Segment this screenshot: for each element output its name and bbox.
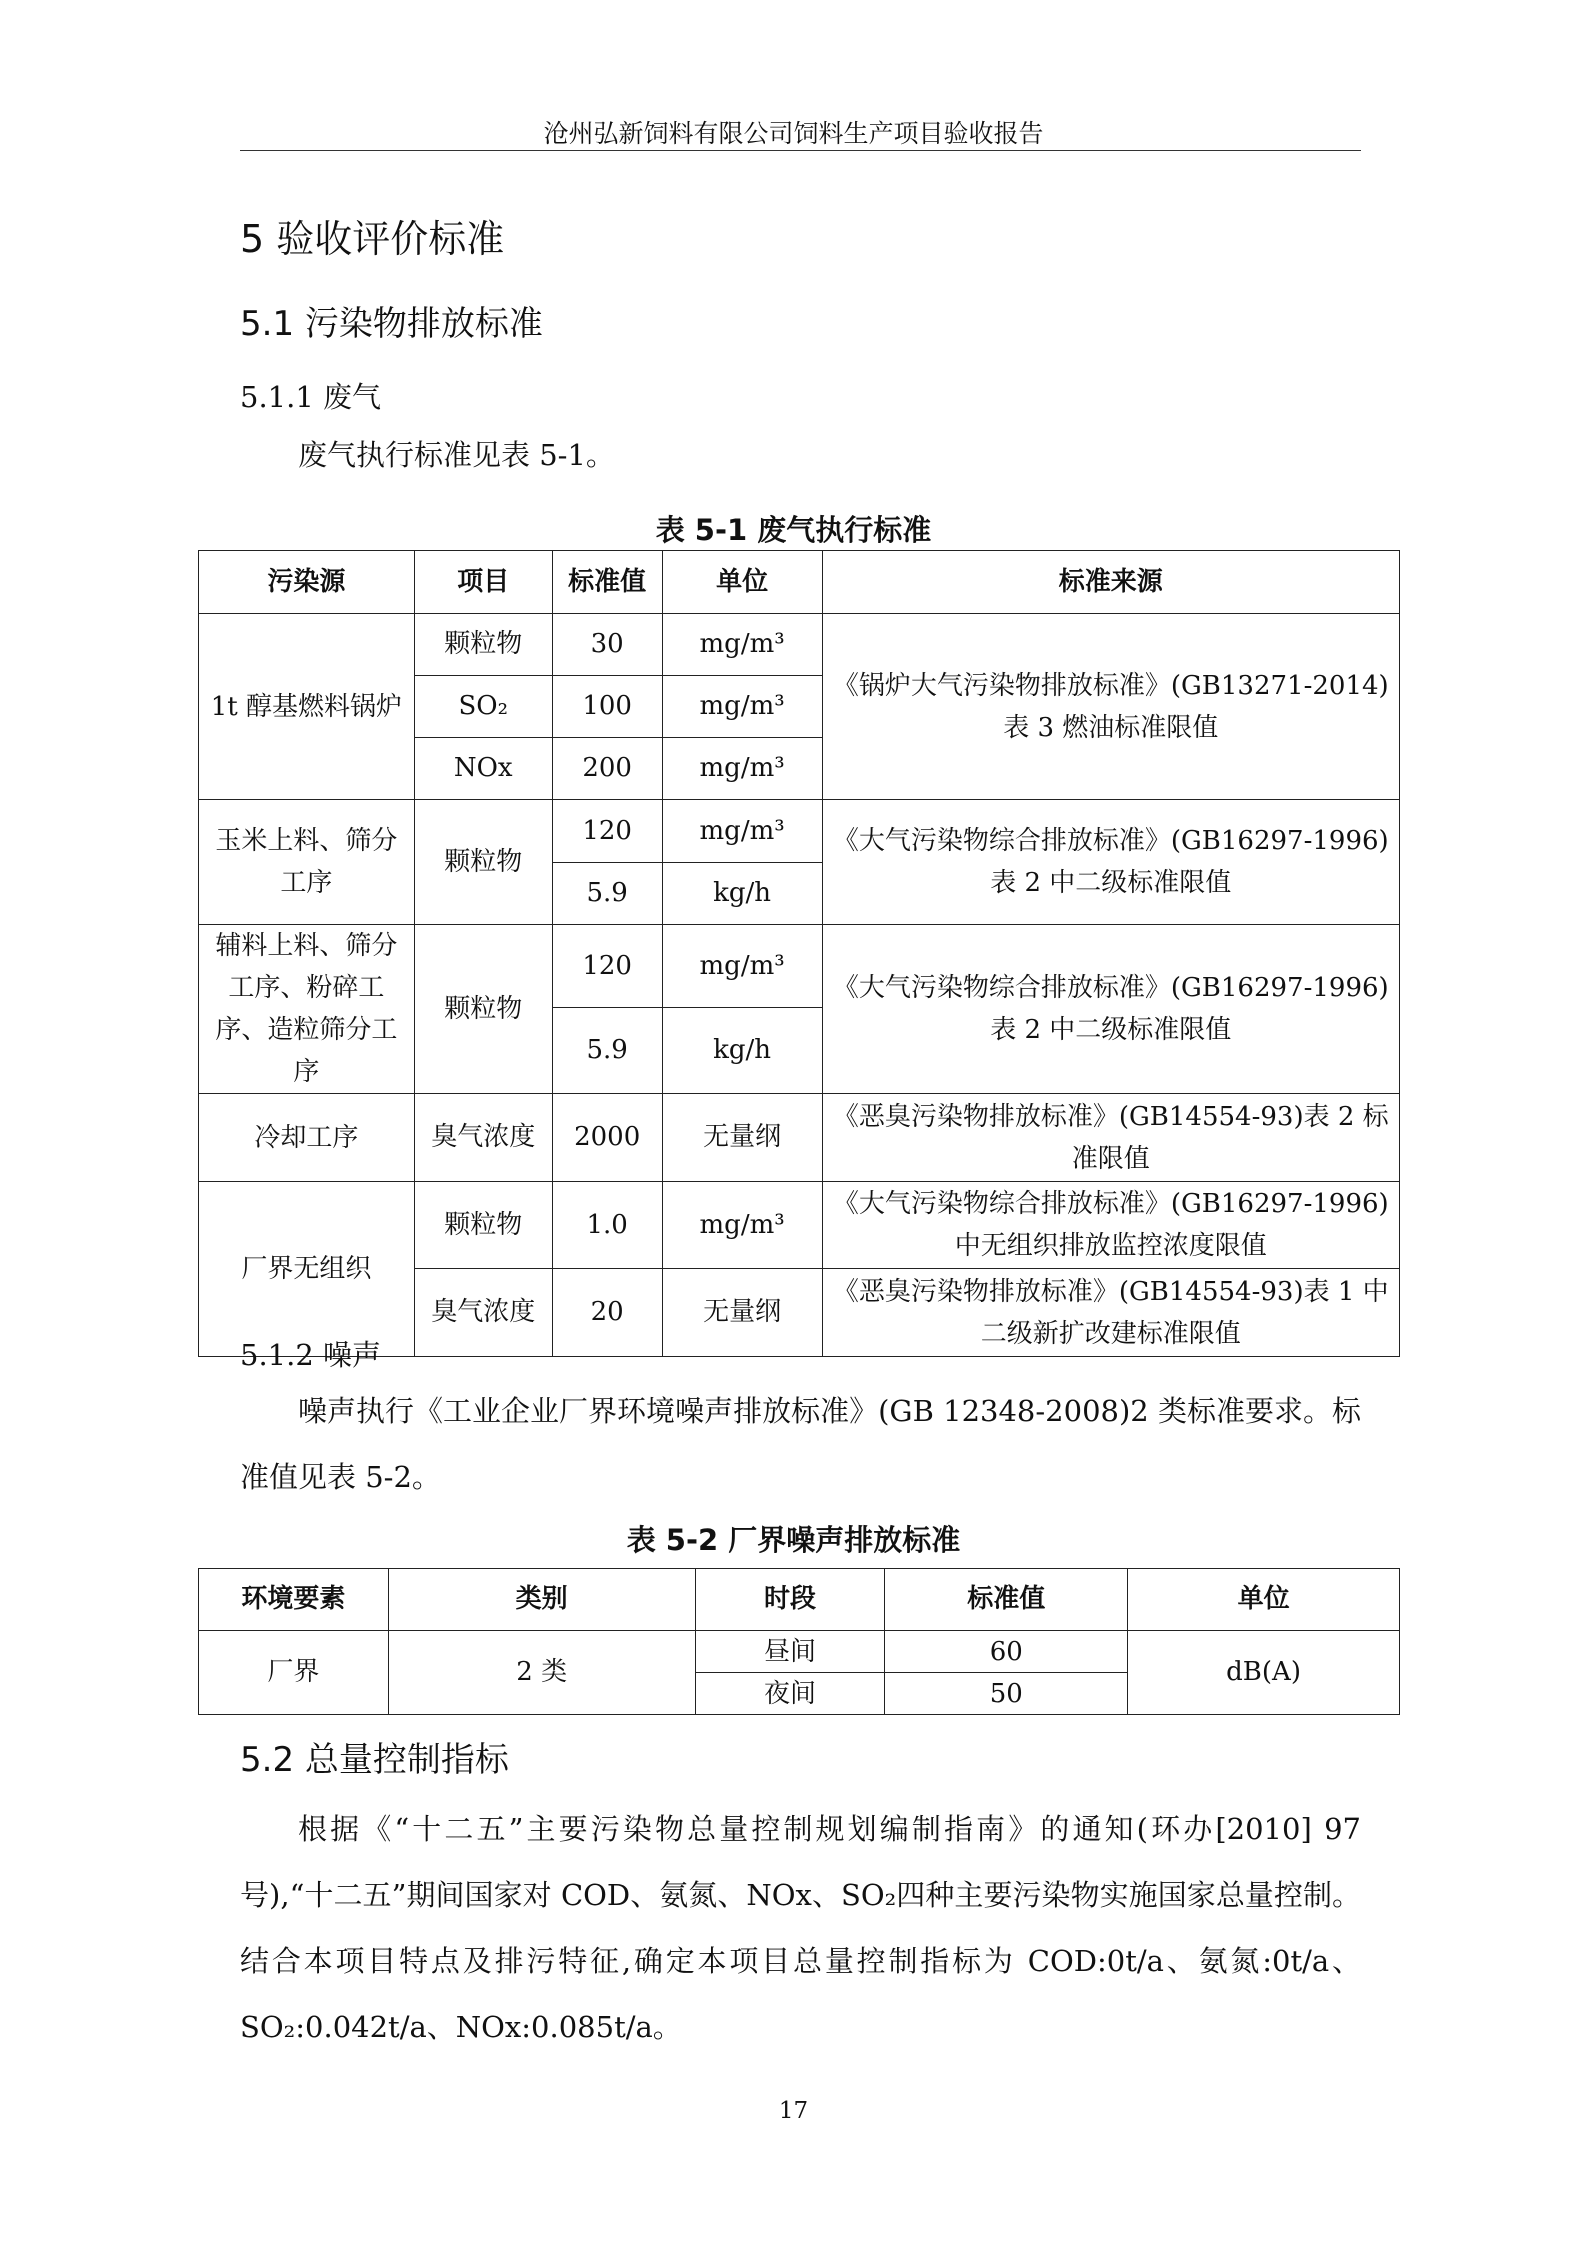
table-row — [199, 1094, 1400, 1182]
cell-standard: 《锅炉大气污染物排放标准》(GB13271-2014)表 3 燃油标准限值 — [822, 614, 1399, 800]
cell-unit: kg/h — [662, 863, 822, 925]
page-header: 沧州弘新饲料有限公司饲料生产项目验收报告 — [543, 119, 1044, 148]
cell-item: 颗粒物 — [414, 800, 552, 925]
cell-category: 2 类 — [388, 1631, 695, 1715]
table-row — [199, 1631, 1400, 1673]
cell-standard: 《大气污染物综合排放标准》(GB16297-1996)中无组织排放监控浓度限值 — [822, 1182, 1399, 1269]
table-row — [199, 925, 1400, 1008]
cell-value: 1.0 — [552, 1182, 662, 1269]
table-noise-standards — [198, 1568, 1400, 1715]
cell-source: 厂界无组织 — [199, 1182, 415, 1357]
th-unit: 单位 — [1128, 1569, 1400, 1631]
cell-value: 120 — [552, 925, 662, 1008]
th-source: 污染源 — [199, 551, 415, 614]
th-standard: 标准来源 — [822, 551, 1399, 614]
cell-value: 5.9 — [552, 863, 662, 925]
table-row — [199, 800, 1400, 863]
cell-source: 辅料上料、筛分工序、粉碎工序、造粒筛分工序 — [199, 925, 415, 1094]
th-period: 时段 — [695, 1569, 885, 1631]
cell-unit: mg/m³ — [662, 676, 822, 738]
table-waste-gas-standards — [198, 550, 1400, 1357]
cell-unit: 无量纲 — [662, 1269, 822, 1357]
cell-unit: mg/m³ — [662, 925, 822, 1008]
th-unit: 单位 — [662, 551, 822, 614]
cell-period: 夜间 — [695, 1673, 885, 1715]
th-element: 环境要素 — [199, 1569, 389, 1631]
cell-value: 30 — [552, 614, 662, 676]
cell-item: 颗粒物 — [414, 1182, 552, 1269]
section-heading-5-2: 5.2 总量控制指标 — [240, 1740, 509, 1780]
cell-standard: 《大气污染物综合排放标准》(GB16297-1996)表 2 中二级标准限值 — [822, 800, 1399, 925]
table1-caption: 表 5-1 废气执行标准 — [655, 513, 932, 547]
page-number: 17 — [778, 2098, 809, 2124]
cell-value: 50 — [885, 1673, 1128, 1715]
paragraph-total-control: 根据《“十二五”主要污染物总量控制规划编制指南》的通知(环办[2010] 97 号),“十二五”期间国家对 COD、氨氮、NOx、SO₂四种主要污染物实施国家总量控制。结合本项目特点及排污特征,确定本项目总量控制指标为 COD:0t/a、氨氮:0t/a、SO₂:0.042t/a、NOx:0.085t/a。 — [240, 1812, 1361, 2044]
cell-value: 120 — [552, 800, 662, 863]
paragraph-noise: 噪声执行《工业企业厂界环境噪声排放标准》(GB 12348-2008)2 类标准要求。标准值见表 5-2。 — [240, 1394, 1361, 1494]
section-heading-5-1-2: 5.1.2 噪声 — [240, 1338, 382, 1372]
cell-source: 冷却工序 — [199, 1094, 415, 1182]
cell-unit: mg/m³ — [662, 1182, 822, 1269]
cell-value: 5.9 — [552, 1008, 662, 1094]
cell-unit: 无量纲 — [662, 1094, 822, 1182]
cell-unit: kg/h — [662, 1008, 822, 1094]
cell-value: 200 — [552, 738, 662, 800]
cell-value: 60 — [885, 1631, 1128, 1673]
cell-item: 臭气浓度 — [414, 1094, 552, 1182]
section-heading-5: 5 验收评价标准 — [240, 217, 505, 261]
cell-item: 颗粒物 — [414, 925, 552, 1094]
cell-element: 厂界 — [199, 1631, 389, 1715]
cell-unit: dB(A) — [1128, 1631, 1400, 1715]
th-category: 类别 — [388, 1569, 695, 1631]
section-heading-5-1-1: 5.1.1 废气 — [240, 380, 382, 414]
cell-value: 2000 — [552, 1094, 662, 1182]
cell-item: NOx — [414, 738, 552, 800]
paragraph-waste-gas: 废气执行标准见表 5-1。 — [298, 438, 615, 472]
th-value: 标准值 — [552, 551, 662, 614]
table-row — [199, 614, 1400, 676]
cell-item: 颗粒物 — [414, 614, 552, 676]
table-row — [199, 1182, 1400, 1269]
cell-value: 20 — [552, 1269, 662, 1357]
cell-item: 臭气浓度 — [414, 1269, 552, 1357]
cell-value: 100 — [552, 676, 662, 738]
cell-standard: 《恶臭污染物排放标准》(GB14554-93)表 2 标准限值 — [822, 1094, 1399, 1182]
cell-unit: mg/m³ — [662, 738, 822, 800]
cell-item: SO₂ — [414, 676, 552, 738]
cell-standard: 《恶臭污染物排放标准》(GB14554-93)表 1 中二级新扩改建标准限值 — [822, 1269, 1399, 1357]
cell-unit: mg/m³ — [662, 800, 822, 863]
th-item: 项目 — [414, 551, 552, 614]
section-heading-5-1: 5.1 污染物排放标准 — [240, 304, 543, 344]
th-std-value: 标准值 — [885, 1569, 1128, 1631]
cell-standard: 《大气污染物综合排放标准》(GB16297-1996)表 2 中二级标准限值 — [822, 925, 1399, 1094]
cell-period: 昼间 — [695, 1631, 885, 1673]
table2-caption: 表 5-2 厂界噪声排放标准 — [626, 1523, 961, 1557]
cell-unit: mg/m³ — [662, 614, 822, 676]
cell-source: 1t 醇基燃料锅炉 — [199, 614, 415, 800]
header-rule — [240, 150, 1361, 151]
cell-source: 玉米上料、筛分工序 — [199, 800, 415, 925]
